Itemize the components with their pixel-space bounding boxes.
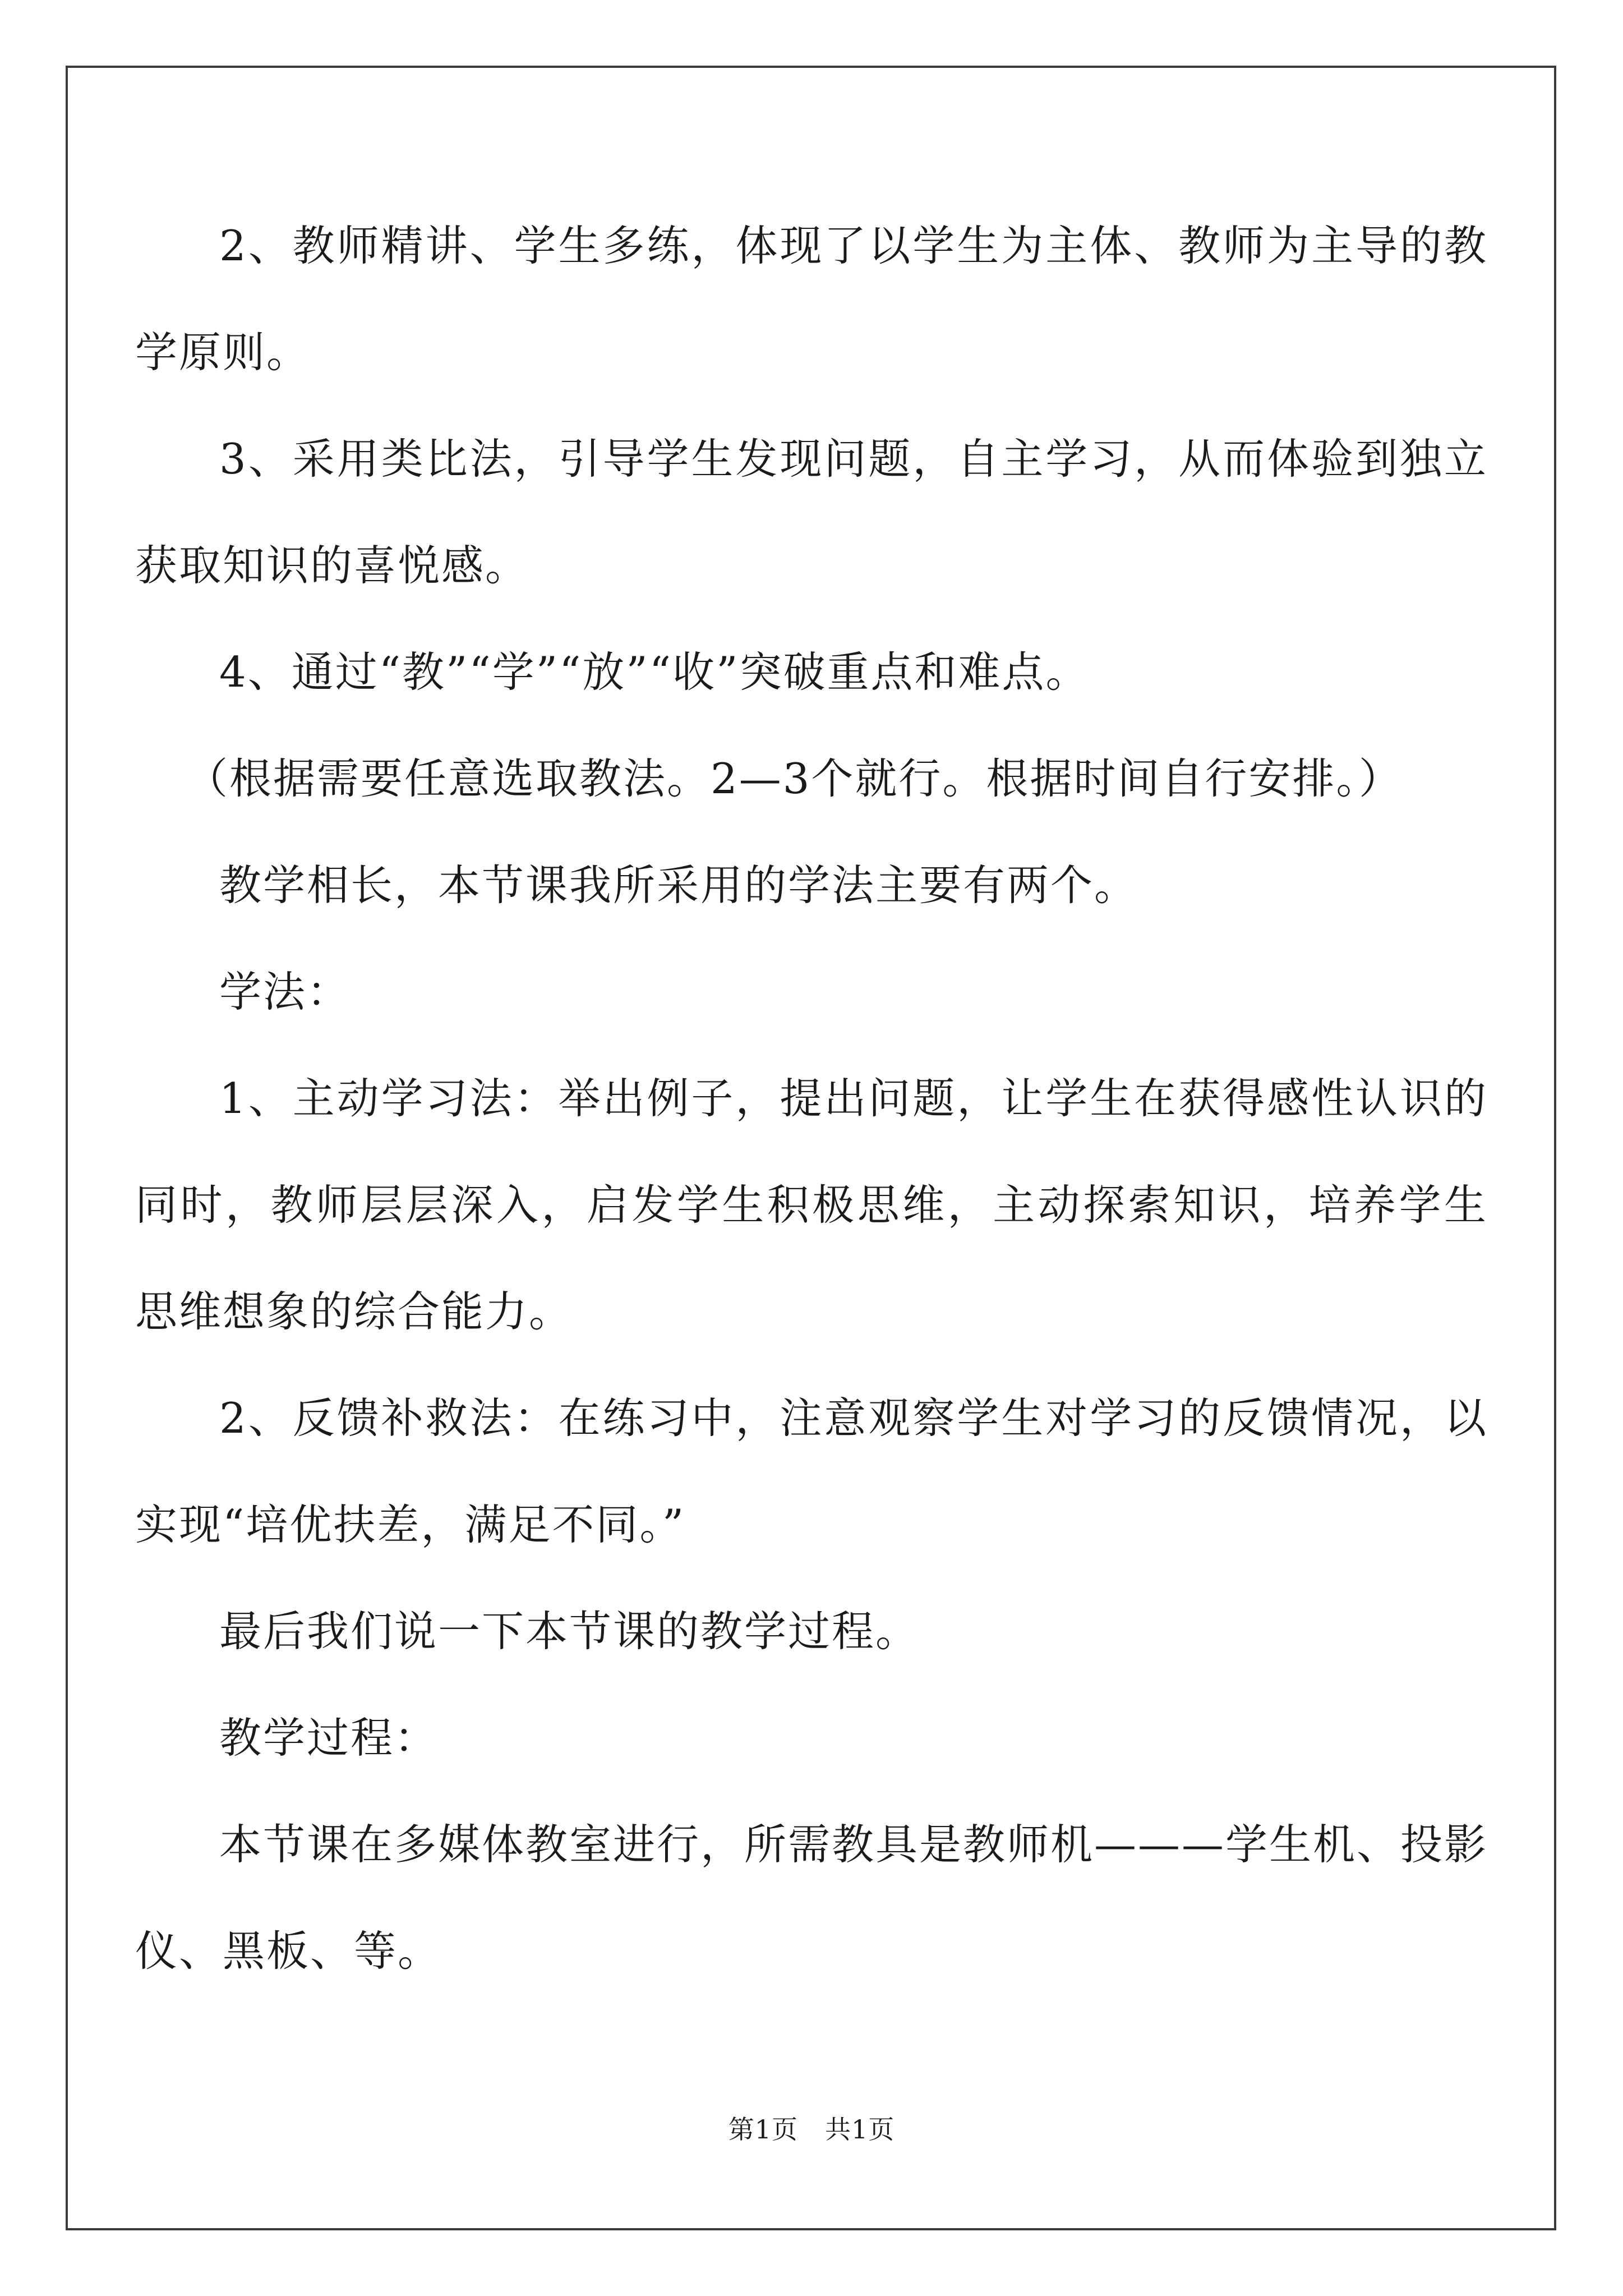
section-heading: 学法： (219, 967, 351, 1016)
paragraph: 3、采用类比法，引导学生发现问题，自主学习，从而体验到独立获取知识的喜悦感。 (135, 434, 1488, 590)
paragraph: 最后我们说一下本节课的教学过程。 (219, 1607, 920, 1656)
section-heading: 教学过程： (219, 1713, 439, 1763)
paragraph: 教学相长，本节课我所采用的学法主要有两个。 (219, 861, 1138, 910)
paragraph: （根据需要任意选取教法。2—3个就行。根据时间自行安排。） (186, 754, 1403, 803)
paragraph: 1、主动学习法：举出例子，提出问题，让学生在获得感性认识的同时，教师层层深入，启发学生积极思维，主动探索知识，培养学生思维想象的综合能力。 (135, 1074, 1488, 1336)
page-number-current: 第1页 (728, 2114, 798, 2145)
page-footer (0, 2109, 1623, 2146)
paragraph: 2、反馈补救法：在练习中，注意观察学生对学习的反馈情况，以实现“培优扶差，满足不同。” (135, 1393, 1488, 1549)
paragraph: 本节课在多媒体教室进行，所需教具是教师机———学生机、投影仪、黑板、等。 (135, 1820, 1488, 1976)
paragraph: 4、通过“教”“学”“放”“收”突破重点和难点。 (219, 647, 1090, 697)
document-body (135, 192, 1488, 2004)
paragraph: 2、教师精讲、学生多练，体现了以学生为主体、教师为主导的教学原则。 (135, 221, 1488, 377)
page-number-total: 共1页 (825, 2114, 895, 2145)
